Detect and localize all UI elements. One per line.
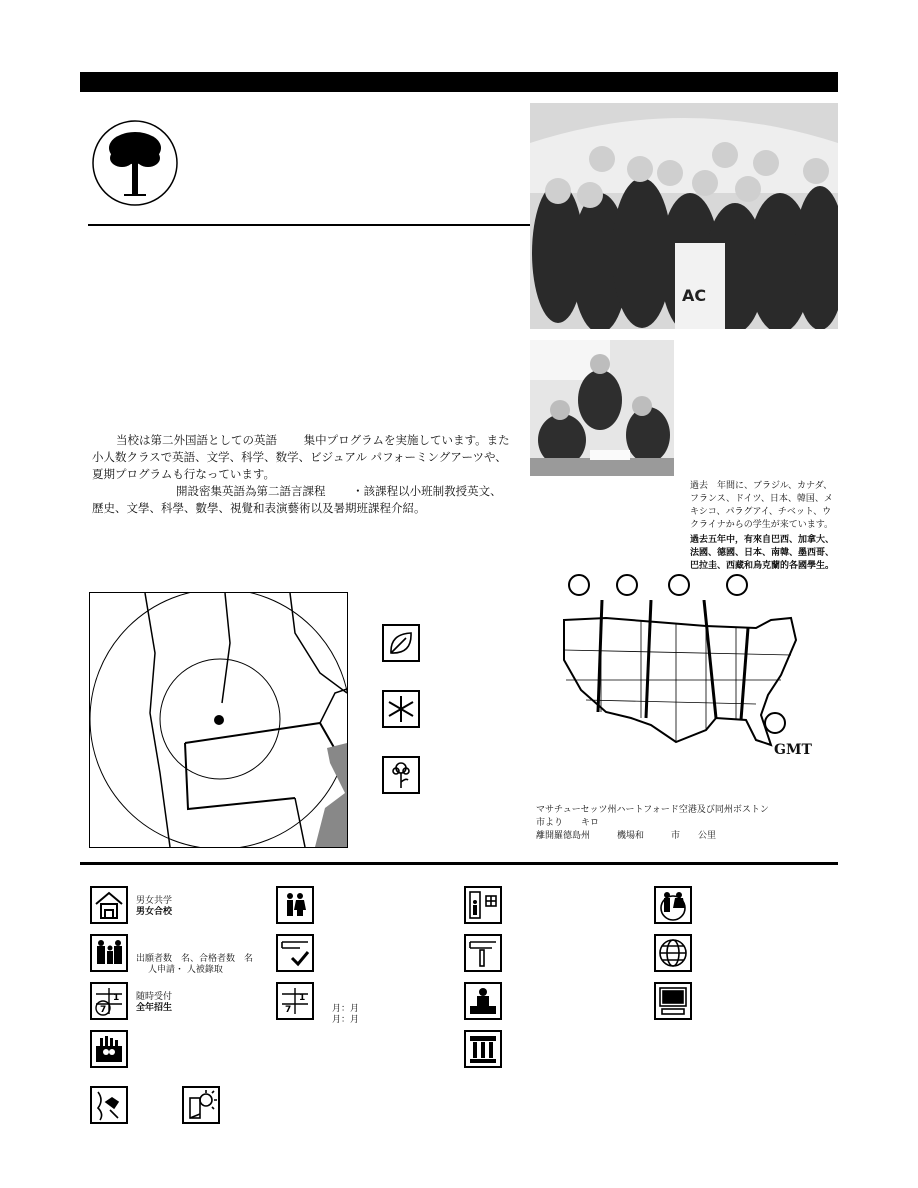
svg-text:1: 1 [299,993,306,1003]
months-2: 月：月 [332,1015,360,1025]
snowflake-icon [382,690,420,728]
clock-icon [616,574,638,596]
house-icon [90,886,128,924]
location-chinese: 離開羅德島州 機場和 市 公里 [536,831,717,841]
clock-icon [726,574,748,596]
header-rule [88,224,530,226]
students-chinese: 過去五年中，有來自巴西、加拿大、法國、德國、日本、南韓、墨西哥、巴拉圭、西藏和烏克蘭的各國學生。 [690,535,835,571]
intro-japanese: 当校は第二外国語としての英語 集中プログラムを実施しています。また小人数クラスで英語、文学、科学、数学、ビジュアル パフォーミングアーツや、夏期プログラムも行なっています。 [92,433,510,481]
checklist-icon [276,934,314,972]
calendar-small-icon [276,982,314,1020]
svg-text:1: 1 [113,993,120,1003]
location-japanese-2: 市より キロ [536,818,600,828]
intro-chinese: 開設密集英語為第二語言課程 ・該課程以小班制教授英文、歷史、文學、科學、數學、視覺和表演藝術以及暑期班課程介紹。 [92,484,502,515]
theater-icon [90,1030,128,1068]
location-japanese-1: マサチューセッツ州ハートフォード空港及び同州ボストン [536,805,769,815]
regional-map [89,592,348,848]
gmt-label: GMT [774,742,812,758]
svg-text:AC: AC [682,286,707,305]
arts-icon [182,1086,220,1124]
applicants-chinese: 人申請・ 人被錄取 [148,965,223,975]
family-icon [90,934,128,972]
calendar-icon [90,982,128,1020]
applicants-japanese: 出願者数 名、合格者数 名 [136,954,254,964]
svg-text:7: 7 [100,1005,107,1015]
flower-icon [382,756,420,794]
coed-chinese: 男女合校 [136,907,173,917]
pencil-icon [464,934,502,972]
classroom-photo [530,340,674,476]
computer-icon [654,982,692,1020]
columns-icon [464,1030,502,1068]
teacher-icon [464,982,502,1020]
globe-icon [654,934,692,972]
group-photo [530,103,838,329]
dorm-icon [464,886,502,924]
header-bar [80,72,838,92]
tree-logo-icon [90,118,180,208]
svg-text:7: 7 [285,1005,292,1015]
students-japanese: 過去 年間に、ブラジル、カナダ、フランス、ドイツ、日本、韓国、メキシコ、パラグアイ、チベット、ウクライナからの学生が来ています。 [690,481,834,530]
sports-icon [90,1086,128,1124]
months-1: 月：月 [332,1004,360,1014]
section-rule [80,862,838,865]
coed-japanese: 男女共学 [136,896,173,906]
leaf-icon [382,624,420,662]
rolling-japanese: 随時受付 [136,992,173,1002]
rolling-chinese: 全年招生 [136,1003,173,1013]
international-icon [654,886,692,924]
clock-icon [668,574,690,596]
clock-icon [568,574,590,596]
students-icon [276,886,314,924]
us-timezone-map [556,600,806,750]
